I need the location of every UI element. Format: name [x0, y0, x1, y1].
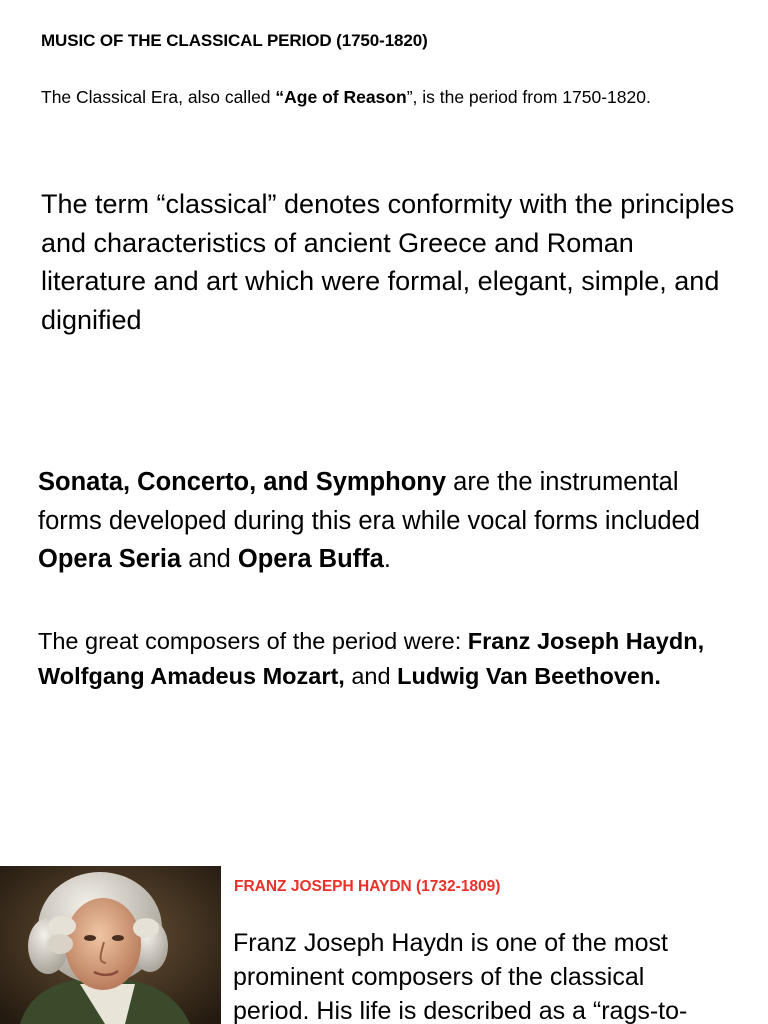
composers-text-2: and: [344, 662, 398, 689]
haydn-heading: FRANZ JOSEPH HAYDN (1732-1809): [234, 878, 501, 895]
classical-term-paragraph: The term “classical” denotes conformity with the principles and characteristics of ancient Greece and Roman literature and art which were formal, elegant, simple, and dignified: [41, 189, 735, 335]
composers-names-1: Franz Joseph Haydn, Wolfgang Amadeus Mozart,: [38, 628, 705, 689]
age-of-reason-term: “Age of Reason: [275, 87, 407, 107]
intro-paragraph: [41, 85, 701, 110]
haydn-portrait-icon: [0, 866, 221, 1024]
forms-text-3: .: [383, 545, 391, 573]
intro-text-after: ”, is the period from 1750-1820.: [406, 87, 651, 107]
forms-paragraph: [38, 463, 743, 579]
opera-seria: Opera Seria: [38, 545, 182, 573]
forms-text-2: and: [181, 545, 238, 573]
composers-text-1: The great composers of the period were:: [38, 628, 468, 654]
forms-text-1: are the instrumental forms developed during this era while vocal forms included: [38, 468, 700, 535]
composers-names-2: Ludwig Van Beethoven.: [397, 662, 661, 689]
intro-text-before: The Classical Era, also called: [41, 87, 276, 107]
composers-paragraph: [38, 624, 738, 693]
haydn-portrait-image: [0, 866, 221, 1024]
haydn-paragraph: Franz Joseph Haydn is one of the most prominent composers of the classical period. His life is described as a “rags-to-: [233, 929, 688, 1024]
instrumental-forms: Sonata, Concerto, and Symphony: [38, 468, 447, 496]
page-title: MUSIC OF THE CLASSICAL PERIOD (1750-1820): [41, 31, 428, 50]
opera-buffa: Opera Buffa: [237, 545, 384, 573]
